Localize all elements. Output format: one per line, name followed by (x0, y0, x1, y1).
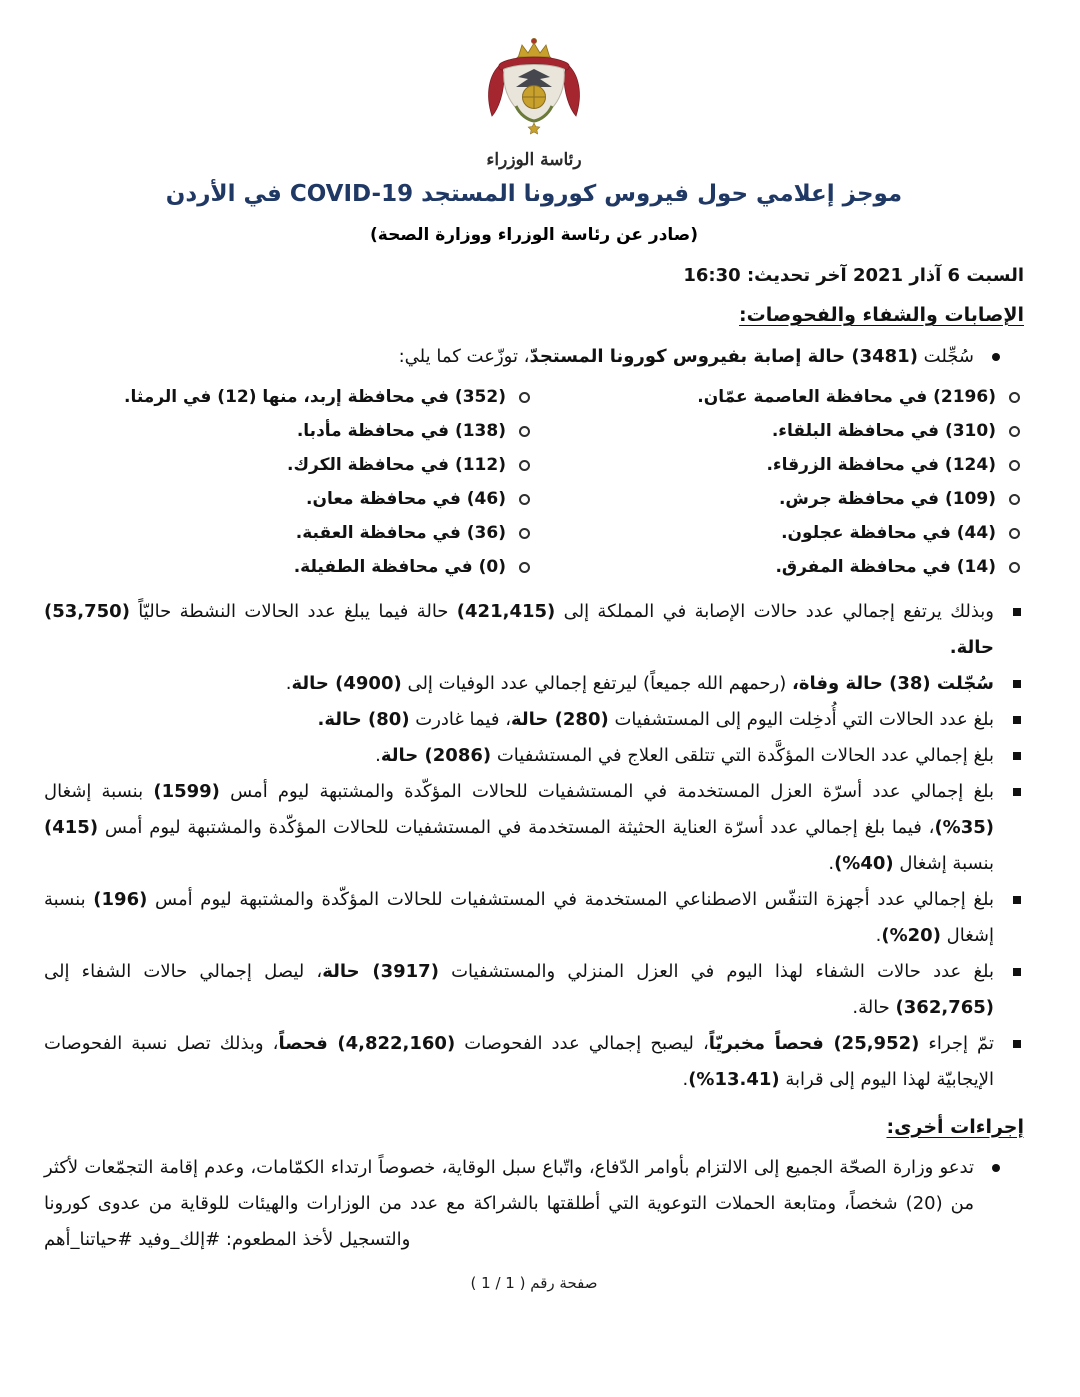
jordan-coat-of-arms-icon (459, 36, 609, 146)
square-bullet-icon (1013, 968, 1021, 976)
governorate-item (44, 380, 534, 414)
governorate-item-label: (310) في محافظة البلقاء. (771, 420, 996, 441)
governorate-item-label: (138) في محافظة مأدبا. (296, 420, 506, 441)
governorate-item-label: (112) في محافظة الكرك. (286, 454, 506, 475)
circle-bullet-icon (1009, 392, 1020, 403)
governorate-item (534, 448, 1024, 482)
stat-text: بلغ عدد الحالات التي أُدخِلت اليوم إلى المستشفيات (280) حالة، فيما غادرت (80) حالة. (317, 708, 994, 730)
square-bullet-icon (1013, 680, 1021, 688)
circle-bullet-icon (519, 392, 530, 403)
circle-bullet-icon (1009, 562, 1020, 573)
section-heading-cases: الإصابات والشفاء والفحوصات: (739, 303, 1024, 326)
governorate-item (44, 482, 534, 516)
circle-bullet-icon (519, 460, 530, 471)
governorate-item-label: (14) في محافظة المفرق. (775, 556, 996, 577)
stat-text: وبذلك يرتفع إجمالي عدد حالات الإصابة في المملكة إلى (421,415) حالة فيما يبلغ عدد الحالات النشطة حاليّاً (53,750) حالة. (44, 600, 994, 658)
governorate-item (44, 414, 534, 448)
stat-text: بلغ إجمالي عدد الحالات المؤكَّدة التي تتلقى العلاج في المستشفيات (2086) حالة. (375, 744, 994, 766)
document-subtitle: (صادر عن رئاسة الوزراء ووزارة الصحة) (370, 224, 698, 245)
circle-bullet-icon (1009, 528, 1020, 539)
governorate-item (44, 448, 534, 482)
logo-caption: رئاسة الوزراء (486, 150, 582, 170)
stat-text: بلغ إجمالي عدد أجهزة التنفّس الاصطناعي المستخدمة في المستشفيات للحالات المؤكّدة والمشتبهة ليوم أمس (196) بنسبة إشغال (20%). (44, 888, 994, 946)
governorate-columns (44, 380, 1024, 584)
governorate-item-label: (46) في محافظة معان. (306, 488, 506, 509)
governorate-item-label: (124) في محافظة الزرقاء. (766, 454, 996, 475)
circle-bullet-icon (519, 426, 530, 437)
governorate-item (534, 380, 1024, 414)
stat-total-and-active-cases (44, 594, 1024, 666)
governorate-list-left (44, 380, 534, 584)
stat-text: بلغ عدد حالات الشفاء لهذا اليوم في العزل المنزلي والمستشفيات (3917) حالة، ليصل إجمالي حالات الشفاء إلى (362,765) حالة. (44, 960, 995, 1018)
governorate-item (534, 516, 1024, 550)
document-title: موجز إعلامي حول فيروس كورونا المستجد COVID-19 في الأردن (165, 181, 903, 207)
disc-bullet-icon (992, 1164, 1000, 1172)
cases-intro-bullet (44, 342, 1024, 372)
disc-bullet-icon (992, 353, 1000, 361)
circle-bullet-icon (519, 528, 530, 539)
logo-block (44, 36, 1024, 170)
section-heading-other-measures: إجراءات أخرى: (886, 1115, 1024, 1138)
date-line: السبت 6 آذار 2021 آخر تحديث: 16:30 (683, 264, 1024, 286)
call-paragraph-text: تدعو وزارة الصحّة الجميع إلى الالتزام بأوامر الدّفاع، واتّباع سبل الوقاية، خصوصاً ارتداء الكمّامات، وعدم إقامة التجمّعات لأكثر من (20) شخصاً، ومتابعة الحملات التوعوية التي أطلقتها بالشراكة مع عدد من الوزارات والهيئات للوقاية من عدوى كورونا والتسجيل لأخذ المطعوم: #إلك_وفيد #حياتنا_أهم (44, 1156, 975, 1250)
governorate-item-label: (0) في محافظة الطفيلة. (293, 556, 506, 577)
governorate-item-label: (109) في محافظة جرش. (778, 488, 996, 509)
governorate-item-label: (352) في محافظة إربد، منها (12) في الرمثا. (124, 386, 506, 407)
circle-bullet-icon (1009, 494, 1020, 505)
stat-deaths (44, 666, 1024, 702)
circle-bullet-icon (519, 494, 530, 505)
governorate-item (534, 550, 1024, 584)
stat-recoveries (44, 954, 1024, 1026)
square-bullet-icon (1013, 788, 1021, 796)
stat-text: بلغ إجمالي عدد أسرّة العزل المستخدمة في المستشفيات للحالات المؤكّدة والمشتبهة ليوم أمس (1599) بنسبة إشغال (35%)، فيما بلغ إجمالي عدد أسرّة العناية الحثيثة المستخدمة في المستشفيات للحالات المؤكّدة والمشتبهة ليوم أمس (415) بنسبة إشغال (40%). (44, 780, 994, 874)
stat-text: سُجّلت (38) حالة وفاة، (رحمهم الله جميعاً) ليرتفع إجمالي عدد الوفيات إلى (4900) حالة. (285, 672, 994, 694)
square-bullet-icon (1013, 752, 1021, 760)
cases-intro-text: سُجِّلت (3481) حالة إصابة بفيروس كورونا المستجدّ، توزّعت كما يلي: (398, 345, 974, 367)
circle-bullet-icon (1009, 460, 1020, 471)
governorate-item-label: (36) في محافظة العقبة. (295, 522, 506, 543)
page-number: صفحة رقم ( 1 / 1 ) (470, 1273, 598, 1292)
stat-hospital-admissions (44, 702, 1024, 738)
stat-hospital-treatment (44, 738, 1024, 774)
square-bullet-icon (1013, 1040, 1021, 1048)
square-bullet-icon (1013, 896, 1021, 904)
statistics-list (44, 594, 1024, 1098)
governorate-item-label: (44) في محافظة عجلون. (781, 522, 996, 543)
stat-lab-tests (44, 1026, 1024, 1098)
governorate-item (44, 516, 534, 550)
governorate-item (44, 550, 534, 584)
circle-bullet-icon (1009, 426, 1020, 437)
governorate-item (534, 482, 1024, 516)
governorate-item (534, 414, 1024, 448)
health-ministry-call-bullet (44, 1150, 1024, 1258)
stat-text: تمّ إجراء (25,952) فحصاً مخبريّاً، ليصبح إجمالي عدد الفحوصات (4,822,160) فحصاً، وبذلك تصل نسبة الفحوصات الإيجابيّة لهذا اليوم إلى قرابة (13.41%). (44, 1032, 995, 1090)
governorate-list-right (534, 380, 1024, 584)
stat-ventilators (44, 882, 1024, 954)
circle-bullet-icon (519, 562, 530, 573)
square-bullet-icon (1013, 716, 1021, 724)
stat-isolation-icu-beds (44, 774, 1024, 882)
governorate-item-label: (2196) في محافظة العاصمة عمّان. (697, 386, 996, 407)
square-bullet-icon (1013, 608, 1021, 616)
